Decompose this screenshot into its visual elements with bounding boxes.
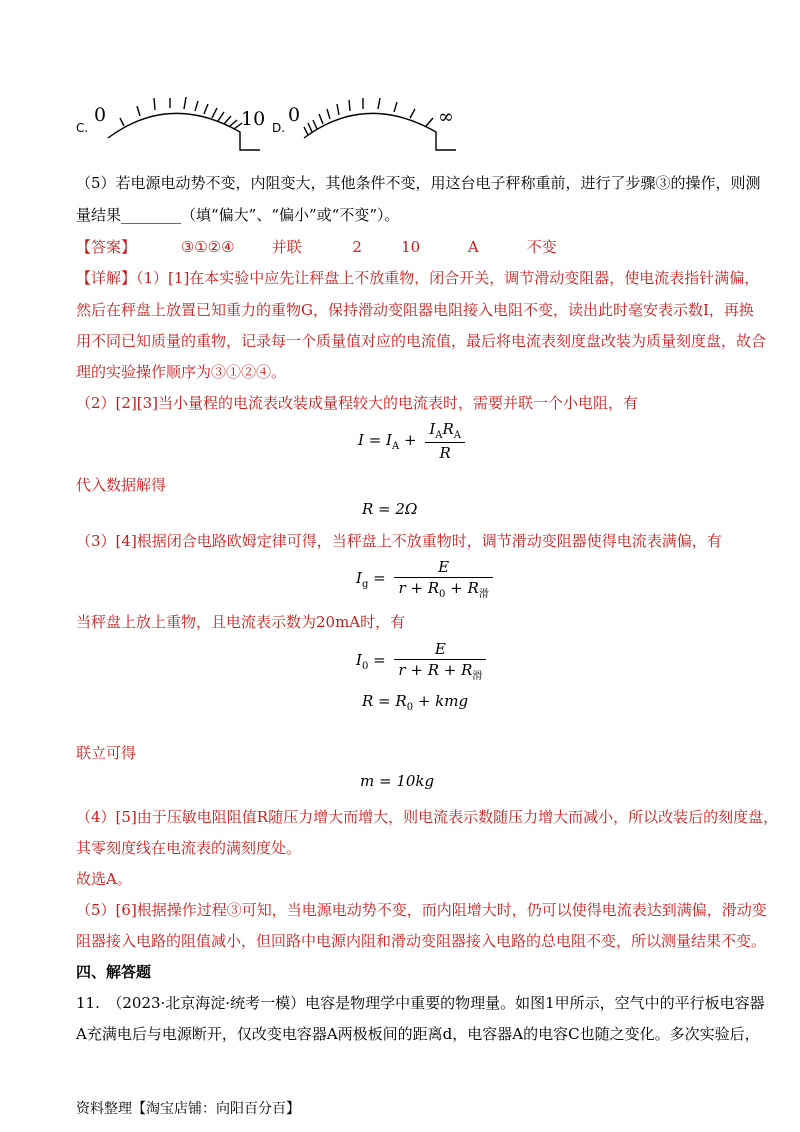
- equation-1: $I = I_A$ + $\frac{I_AR_A}{R}$: [358, 420, 465, 462]
- equation-6: m = 10kg: [360, 772, 435, 790]
- question-5-line-1: （5）若电源电动势不变，内阻变大，其他条件不变，用这台电子秤称重前，进行了步骤③的操作，则测: [76, 174, 761, 192]
- gauge-d-scale: [296, 92, 466, 152]
- footer-source: 资料整理【淘宝店铺：向阳百分百】: [76, 1101, 300, 1117]
- detail-p3-combine: 联立可得: [76, 744, 137, 762]
- detail-p1-line-2: 然后在秤盘上放置已知重力的重物G，保持滑动变阻器电阻接入电阻不变，读出此时毫安表示数I，再换: [76, 301, 754, 319]
- question-11-line-1: 11. （2023·北京海淀·统考一模）电容是物理学中重要的物理量。如图1甲所示，空气中的平行板电容器: [76, 994, 765, 1012]
- answer-value-5: A: [467, 238, 479, 256]
- detail-p1-line-1: 【详解】（1）[1]在本实验中应先让秤盘上不放重物，闭合开关，调节滑动变阻器，使电流表指针满偏，: [76, 269, 760, 287]
- question-11-line-2: A充满电后与电源断开，仅改变电容器A两极板间的距离d，电容器A的电容C也随之变化。多次实验后，: [76, 1025, 760, 1043]
- detail-p4-line-3: 故选A。: [76, 870, 132, 888]
- answer-row: [76, 237, 557, 257]
- answer-value-4: 10: [401, 238, 421, 256]
- detail-p2: （2）[2][3]当小量程的电流表改装成量程较大的电流表时，需要并联一个小电阻，有: [76, 394, 639, 412]
- answer-value-2: 并联: [271, 238, 302, 256]
- answer-label: 【答案】: [76, 238, 137, 256]
- equation-3: $I_g$ = $\frac{E}{r + R_0 + R_滑}$: [356, 558, 493, 600]
- gauge-c-scale: [100, 92, 270, 152]
- detail-p1-line-4: 理的实验操作顺序为③①②④。: [76, 363, 287, 381]
- option-d-label: D.: [272, 121, 286, 135]
- option-c-label: C.: [76, 121, 89, 135]
- equation-4: $I_0$ = $\frac{E}{r + R + R_滑}$: [356, 640, 486, 682]
- gauge-d-zero-label: 0: [288, 104, 301, 126]
- gauge-c-zero-label: 0: [94, 104, 107, 126]
- detail-p4-line-1: （4）[5]由于压敏电阻阻值R随压力增大而增大，则电流表示数随压力增大而减小，所以改装后的刻度盘，: [76, 808, 779, 826]
- detail-p2-substitute: 代入数据解得: [76, 476, 167, 494]
- detail-p5-line-2: 阻器接入电路的阻值减小，但回路中电源内阻和滑动变阻器接入电路的总电阻不变，所以测量结果不变。: [76, 932, 767, 950]
- section-title: 四、解答题: [76, 963, 152, 981]
- answer-value-3: 2: [352, 238, 362, 256]
- equation-2: R = 2Ω: [362, 500, 418, 518]
- detail-p3-weighted: 当秤盘上放上重物，且电流表示数为20mA时，有: [76, 613, 406, 631]
- equation-5: $R = R_0$ + kmg: [362, 692, 469, 713]
- question-5-line-2: 量结果________（填“偏大”、“偏小”或“不变”）。: [76, 206, 400, 224]
- detail-p4-line-2: 其零刻度线在电流表的满刻度处。: [76, 839, 302, 857]
- answer-value-6: 不变: [526, 238, 557, 256]
- gauge-d-infinity-label: ∞: [438, 106, 454, 128]
- detail-p1-line-3: 用不同已知质量的重物，记录每一个质量值对应的电流值，最后将电流表刻度盘改装为质量刻度盘，故合: [76, 332, 767, 350]
- gauge-c-max-label: 10: [241, 108, 266, 130]
- detail-p3: （3）[4]根据闭合电路欧姆定律可得，当秤盘上不放重物时，调节滑动变阻器使得电流表满偏，有: [76, 532, 722, 550]
- answer-value-1: ③①②④: [180, 238, 235, 256]
- detail-p5-line-1: （5）[6]根据操作过程③可知，当电源电动势不变，而内阻增大时，仍可以使得电流表达到满偏，滑动变: [76, 901, 767, 919]
